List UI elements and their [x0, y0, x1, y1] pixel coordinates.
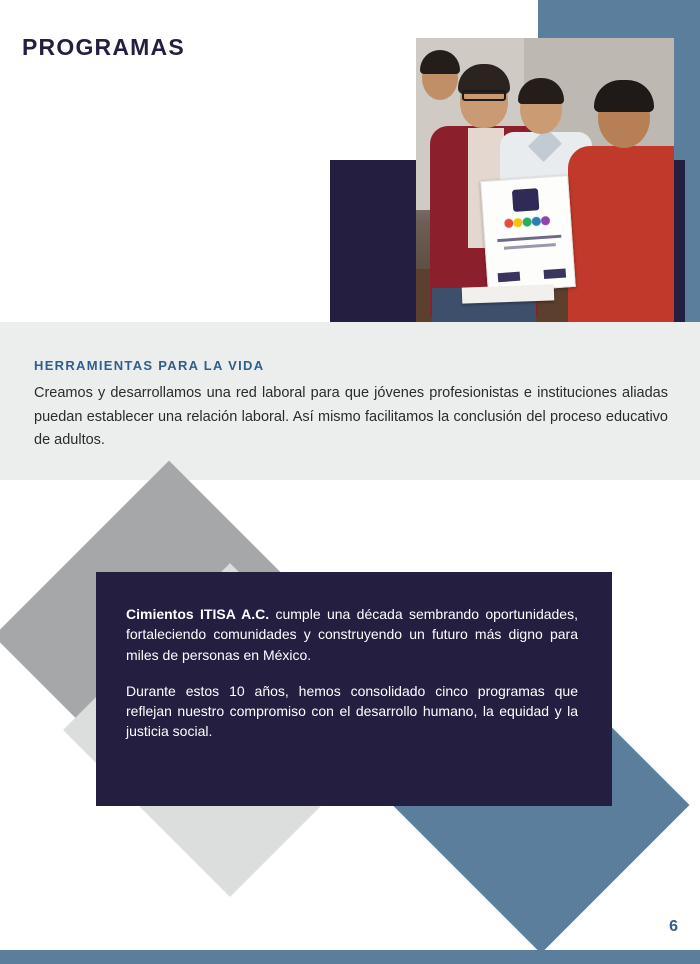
- certificate-line: [504, 243, 556, 250]
- section-body-text: Creamos y desarrollamos una red laboral para que jóvenes profesionistas e instituciones aliadas puedan establecer una relación laboral. Así mismo facilitamos la conclusión del proceso educativo de adultos.: [34, 385, 668, 449]
- program-photo: [416, 38, 674, 334]
- certificate-document: [480, 175, 576, 293]
- callout-card: [96, 572, 612, 806]
- page-number: 6: [669, 918, 678, 935]
- certificate-logo-icon: [512, 188, 539, 212]
- section-heading: HERRAMIENTAS PARA LA VIDA: [34, 358, 265, 373]
- certificate-line: [497, 235, 561, 242]
- certificate-seal-left: [498, 272, 521, 283]
- callout-paragraph-2: Durante estos 10 años, hemos consolidado cinco programas que reflejan nuestro compromiso con el desarrollo humano, la equidad y la justicia social.: [126, 682, 578, 740]
- certificate-seal-right: [544, 268, 567, 279]
- certificate-dots-icon: [504, 213, 551, 230]
- callout-paragraph-1-text: cumple una década sembrando oportunidades, fortaleciendo comunidades y construyendo un futuro más digno para miles de personas en México.: [126, 606, 578, 663]
- callout-paragraph-1: [126, 604, 578, 665]
- page-title: PROGRAMAS: [22, 34, 185, 60]
- footer-bar: [0, 950, 700, 964]
- callout-lead: Cimientos ITISA A.C.: [126, 606, 270, 622]
- photo-papers-stack: [462, 284, 555, 303]
- glasses-icon: [462, 90, 506, 101]
